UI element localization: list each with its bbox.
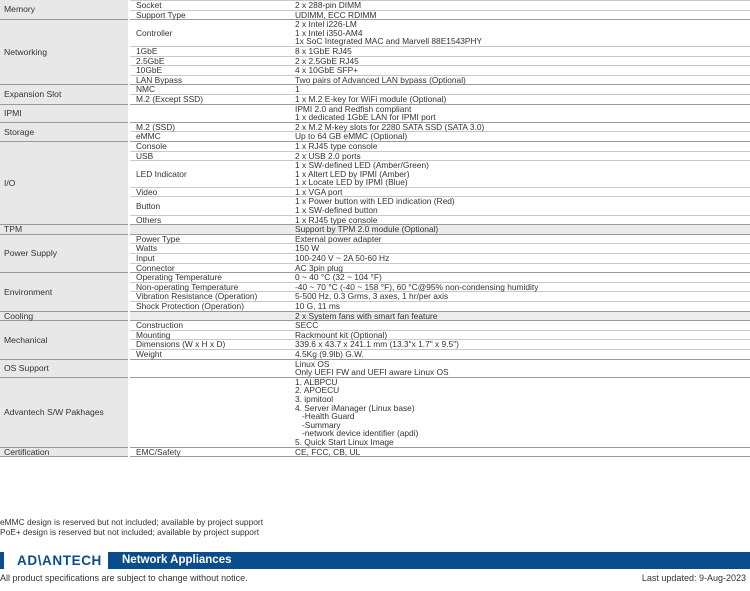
spec-item-label: USB: [129, 151, 287, 161]
spec-item-label: M.2 (SSD): [129, 122, 287, 132]
advantech-logo: [4, 552, 108, 569]
footer-disclaimer: All product specifications are subject to change without notice.: [0, 573, 248, 583]
spec-item-label: LED Indicator: [129, 161, 287, 188]
spec-item-value: 100-240 V ~ 2A 50-60 Hz: [287, 254, 750, 264]
spec-group-label: OS Support: [0, 359, 129, 377]
spec-item-value: -40 ~ 70 °C (-40 ~ 158 °F), 60 °C@95% non-condensing humidity: [287, 282, 750, 292]
spec-row: [0, 321, 750, 331]
spec-item-label: Button: [129, 197, 287, 215]
footnote: PoE+ design is reserved but not included; available by project support: [0, 527, 260, 537]
spec-item-value: External power adapter: [287, 234, 750, 244]
spec-group-label: IPMI: [0, 104, 129, 122]
spec-item-value: Support by TPM 2.0 module (Optional): [287, 225, 750, 235]
spec-group-label: I/O: [0, 141, 129, 224]
spec-item-value: 0 ~ 40 °C (32 ~ 104 °F): [287, 273, 750, 283]
spec-item-value: 4 x 10GbE SFP+: [287, 66, 750, 76]
spec-item-label: Connector: [129, 263, 287, 273]
spec-item-value: CE, FCC, CB, UL: [287, 447, 750, 457]
spec-item-value: 2 x USB 2.0 ports: [287, 151, 750, 161]
spec-item-label: Construction: [129, 321, 287, 331]
spec-row: [0, 234, 750, 244]
spec-item-label: M.2 (Except SSD): [129, 94, 287, 104]
spec-item-label: Video: [129, 187, 287, 197]
spec-group-label: TPM: [0, 225, 129, 235]
spec-item-label: 10GbE: [129, 66, 287, 76]
spec-row: [0, 225, 750, 235]
section-banner: [0, 552, 750, 569]
footer-updated: Last updated: 9-Aug-2023: [641, 573, 746, 583]
spec-item-label: Mounting: [129, 330, 287, 340]
spec-item-label: [129, 359, 287, 377]
spec-item-label: [129, 377, 287, 447]
spec-row: [0, 20, 750, 47]
spec-item-value: 8 x 1GbE RJ45: [287, 46, 750, 56]
banner-title: Network Appliances: [122, 554, 232, 566]
spec-item-label: Others: [129, 215, 287, 225]
spec-item-label: [129, 225, 287, 235]
spec-row: [0, 104, 750, 122]
spec-group-label: Memory: [0, 0, 129, 20]
spec-item-value: Up to 64 GB eMMC (Optional): [287, 132, 750, 142]
spec-row: [0, 311, 750, 321]
spec-item-value: 2 x M.2 M-key slots for 2280 SATA SSD (SATA 3.0): [287, 122, 750, 132]
spec-item-value: 1 x RJ45 type console: [287, 215, 750, 225]
spec-group-label: Environment: [0, 273, 129, 311]
spec-item-label: eMMC: [129, 132, 287, 142]
spec-item-label: Console: [129, 141, 287, 151]
spec-item-value: UDIMM, ECC RDIMM: [287, 10, 750, 20]
spec-item-label: Watts: [129, 244, 287, 254]
spec-item-value: 1 x M.2 E-key for WiFi module (Optional): [287, 94, 750, 104]
spec-item-value: 4.5Kg (9.9lb) G.W.: [287, 349, 750, 359]
spec-item-value: 1 x RJ45 type console: [287, 141, 750, 151]
spec-row: [0, 85, 750, 95]
spec-group-label: Storage: [0, 122, 129, 141]
spec-row: [0, 273, 750, 283]
spec-item-value: 1 x VGA port: [287, 187, 750, 197]
spec-item-value: 1. ALBPCU 2. APOECU 3. ipmitool 4. Server iManager (Linux base) -Health Guard -Summary -network device identifier (apdi) 5. Quick Start Linux Image: [287, 377, 750, 447]
spec-group-label: Power Supply: [0, 234, 129, 272]
spec-item-value: Linux OS Only UEFI FW and UEFI aware Linux OS: [287, 359, 750, 377]
spec-item-value: 2 x 288-pin DIMM: [287, 1, 750, 11]
spec-row: [0, 377, 750, 447]
spec-item-value: 1: [287, 85, 750, 95]
spec-item-value: SECC: [287, 321, 750, 331]
spec-item-value: 1 x SW-defined LED (Amber/Green) 1 x Altert LED by IPMI (Amber) 1 x Locate LED by IPMI (Blue): [287, 161, 750, 188]
spec-group-label: Cooling: [0, 311, 129, 321]
spec-item-label: Support Type: [129, 10, 287, 20]
spec-item-label: Socket: [129, 1, 287, 11]
spec-item-value: Rackmount kit (Optional): [287, 330, 750, 340]
spec-item-value: AC 3pin plug: [287, 263, 750, 273]
logo-text: AD\ANTECH: [17, 553, 102, 568]
spec-item-value: 150 W: [287, 244, 750, 254]
spec-row: [0, 359, 750, 377]
spec-item-label: Dimensions (W x H x D): [129, 340, 287, 350]
spec-item-label: Weight: [129, 349, 287, 359]
spec-row: [0, 141, 750, 151]
spec-item-label: Non-operating Temperature: [129, 282, 287, 292]
footnotes: [0, 517, 263, 537]
spec-item-label: Vibration Resistance (Operation): [129, 292, 287, 302]
spec-item-label: EMC/Safety: [129, 447, 287, 457]
spec-item-label: Input: [129, 254, 287, 264]
spec-item-value: 5-500 Hz, 0.3 Grms, 3 axes, 1 hr/per axis: [287, 292, 750, 302]
spec-item-label: [129, 104, 287, 122]
spec-item-label: Controller: [129, 20, 287, 47]
spec-item-label: LAN Bypass: [129, 75, 287, 85]
spec-item-label: 2.5GbE: [129, 56, 287, 66]
spec-group-label: Mechanical: [0, 321, 129, 359]
spec-group-label: Networking: [0, 20, 129, 85]
spec-item-value: 2 x System fans with smart fan feature: [287, 311, 750, 321]
spec-item-label: NMC: [129, 85, 287, 95]
spec-item-value: IPMI 2.0 and Redfish compliant 1 x dedicated 1GbE LAN for IPMI port: [287, 104, 750, 122]
spec-item-value: Two pairs of Advanced LAN bypass (Optional): [287, 75, 750, 85]
spec-group-label: Advantech S/W Pakhages: [0, 377, 129, 447]
footnote: eMMC design is reserved but not included; available by project support: [0, 517, 264, 527]
spec-item-label: Shock Protection (Operation): [129, 302, 287, 312]
spec-item-label: Operating Temperature: [129, 273, 287, 283]
spec-item-value: 2 x Intel i226-LM 1 x Intel i350-AM4 1x SoC Integrated MAC and Marvell 88E1543PHY: [287, 20, 750, 47]
spec-group-label: Expansion Slot: [0, 85, 129, 104]
spec-item-value: 10 G, 11 ms: [287, 302, 750, 312]
spec-item-value: 339.6 x 43.7 x 241.1 mm (13.3"x 1.7" x 9.5"): [287, 340, 750, 350]
spec-item-label: Power Type: [129, 234, 287, 244]
spec-item-value: 2 x 2.5GbE RJ45: [287, 56, 750, 66]
spec-item-value: 1 x Power button with LED indication (Red) 1 x SW-defined button: [287, 197, 750, 215]
spec-group-label: Certification: [0, 447, 129, 457]
spec-row: [0, 447, 750, 457]
spec-item-label: 1GbE: [129, 46, 287, 56]
